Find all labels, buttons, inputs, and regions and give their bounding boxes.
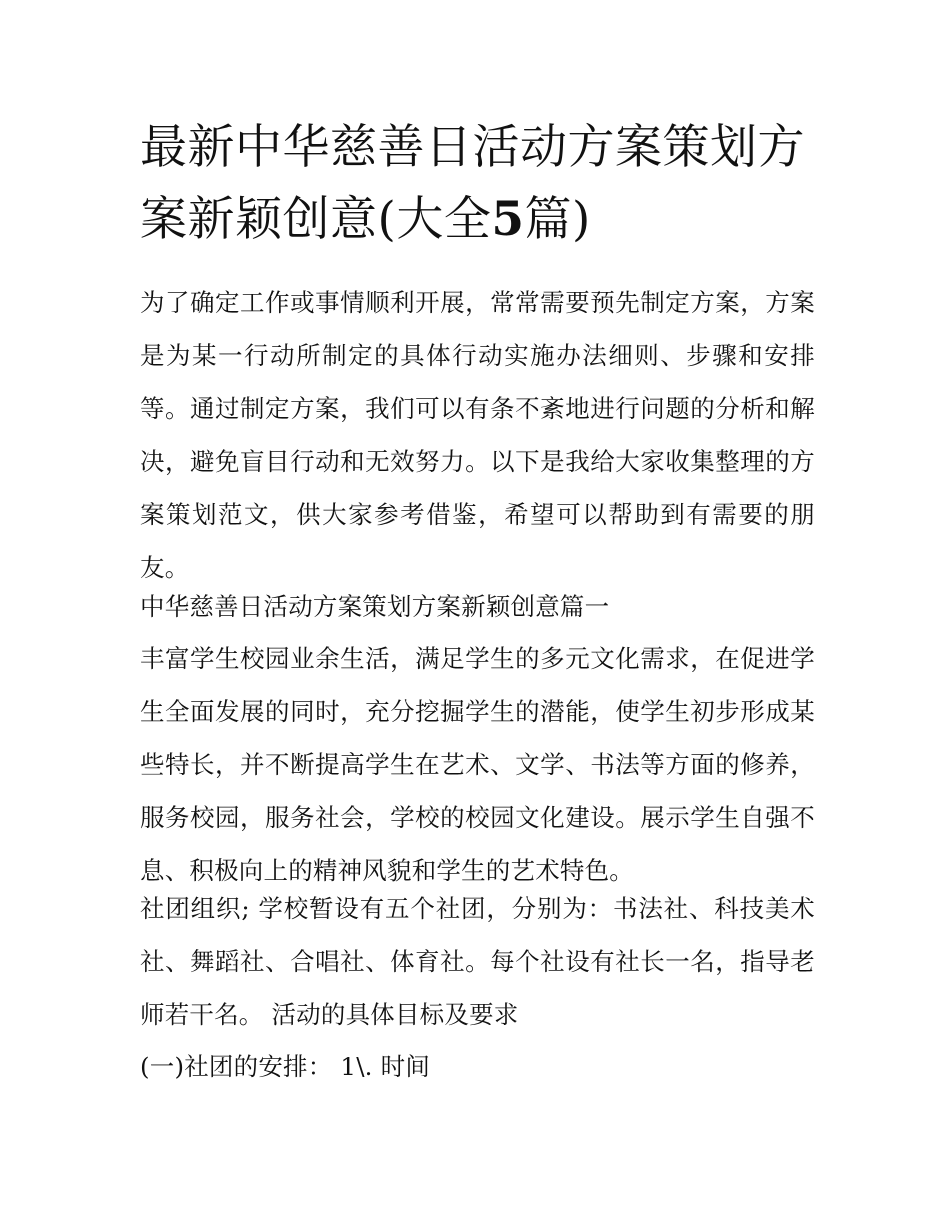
section-heading: 中华慈善日活动方案策划方案新颖创意篇一: [140, 592, 610, 621]
body-paragraph: (一)社团的安排： 1\. 时间: [140, 1052, 431, 1081]
intro-paragraph: 为了确定工作或事情顺利开展，常常需要预先制定方案，方案是为某一行动所制定的具体行动实施办法细则、步骤和安排等。通过制定方案，我们可以有条不紊地进行问题的分析和解决，避免盲目行动和无效努力。以下是我给大家收集整理的方案策划范文，供大家参考借鉴，希望可以帮助到有需要的朋友。: [140, 288, 815, 582]
document-title-text: 最新中华慈善日活动方案策划方案新颖创意(大全: [140, 120, 805, 247]
document-title-suffix: 篇): [524, 192, 591, 247]
body-paragraph: 丰富学生校园业余生活，满足学生的多元文化需求，在促进学生全面发展的同时，充分挖掘学生的潜能，使学生初步形成某些特长，并不断提高学生在艺术、文学、书法等方面的修养，服务校园，服务社会，学校的校园文化建设。展示学生自强不息、积极向上的精神风貌和学生的艺术特色。: [140, 644, 815, 885]
document-title-number: 5: [491, 192, 525, 247]
body-paragraph: 社团组织; 学校暂设有五个社团，分别为：书法社、科技美术社、舞蹈社、合唱社、体育社。每个社设有社长一名，指导老师若干名。 活动的具体目标及要求: [140, 894, 815, 1029]
document-title: [140, 112, 820, 256]
